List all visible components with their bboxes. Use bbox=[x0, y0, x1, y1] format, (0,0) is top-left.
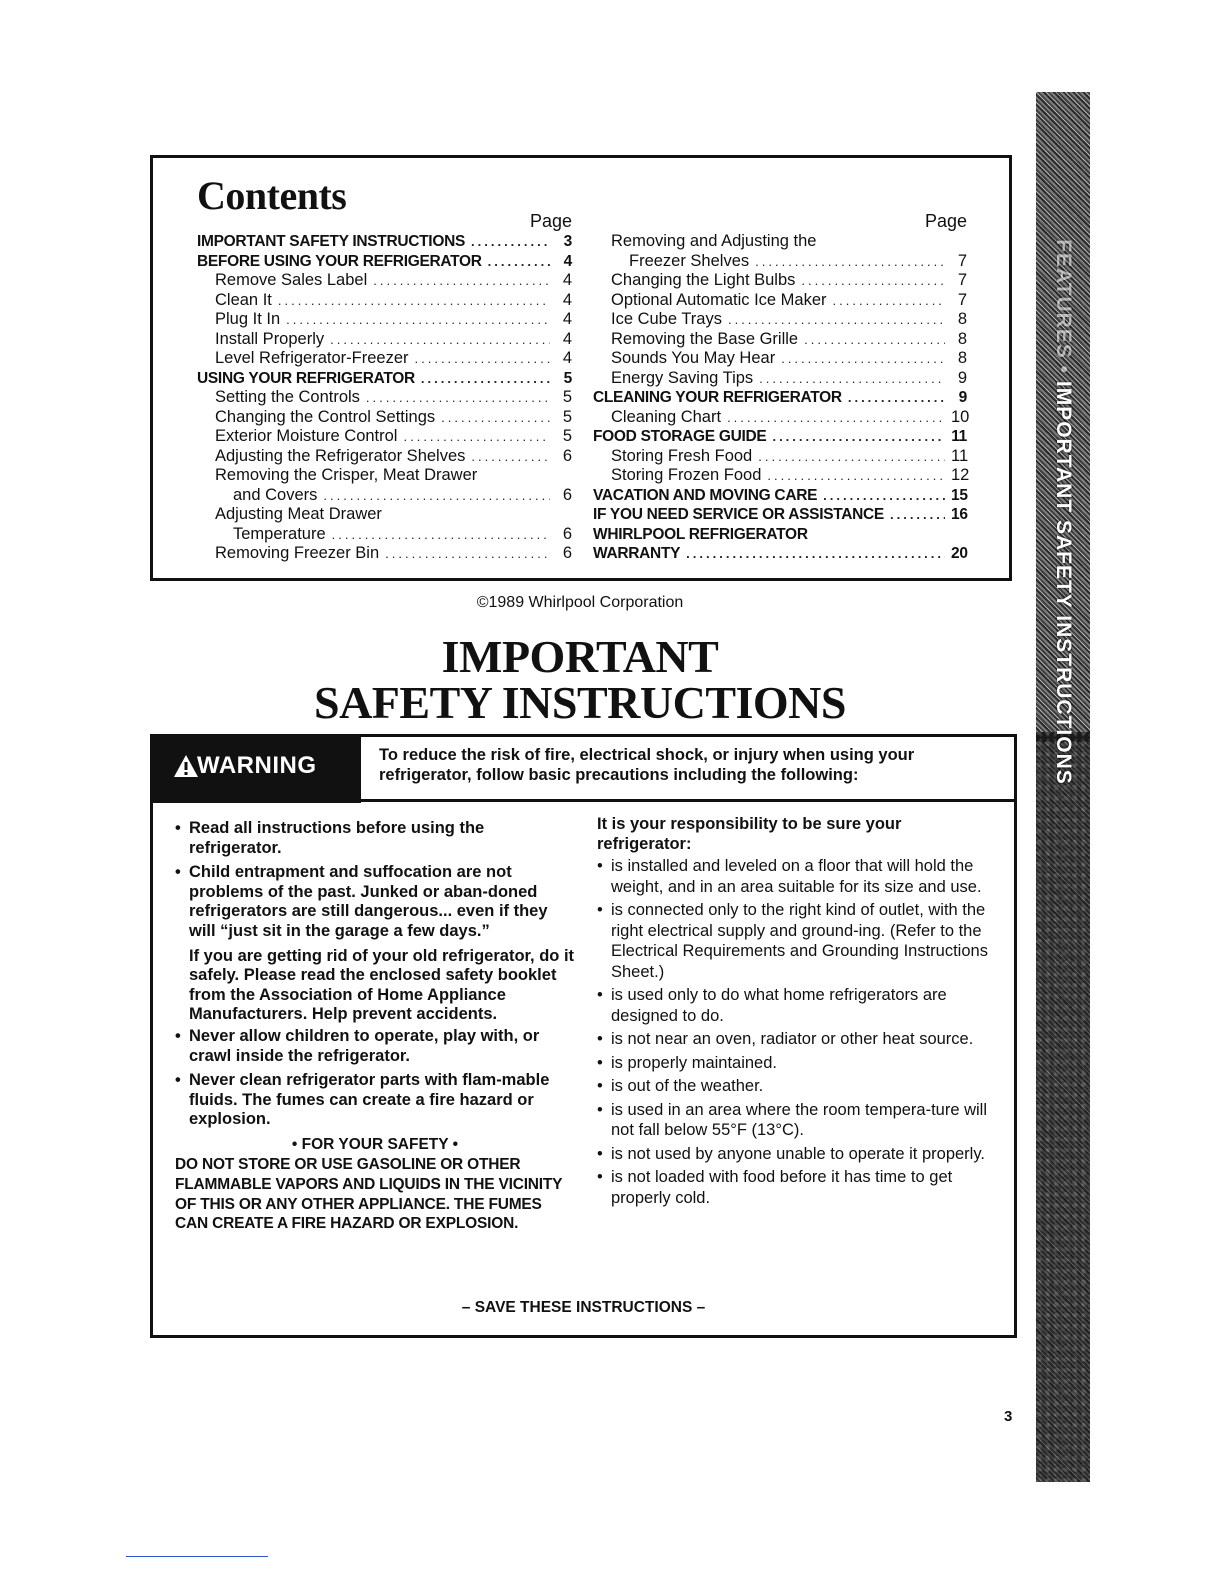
toc-entry bbox=[593, 486, 967, 506]
toc-dot-leader bbox=[727, 408, 945, 428]
toc-dot-leader bbox=[755, 252, 945, 272]
bottom-rule bbox=[126, 1556, 268, 1557]
toc-left-column bbox=[197, 210, 572, 564]
toc-entry-label: WHIRLPOOL REFRIGERATOR bbox=[593, 525, 808, 543]
toc-entry bbox=[197, 232, 572, 252]
bullet-item bbox=[597, 1167, 997, 1208]
toc-entry bbox=[197, 486, 572, 506]
toc-entry-label: Removing Freezer Bin bbox=[215, 544, 380, 562]
toc-entry-label: Changing the Control Settings bbox=[215, 407, 436, 426]
bullet-item bbox=[597, 1100, 997, 1141]
page-column-header: Page bbox=[924, 211, 967, 231]
toc-dot-leader bbox=[758, 447, 945, 467]
bullet-icon: • bbox=[597, 1030, 603, 1049]
toc-entry-page: 8 bbox=[957, 329, 967, 348]
bullet-text: is used in an area where the room tempera-ture will not fall below 55°F (13°C). bbox=[611, 1100, 988, 1140]
page-number: 3 bbox=[1004, 1408, 1013, 1425]
toc-entry-label: VACATION AND MOVING CARE bbox=[593, 486, 818, 504]
toc-entry-page: 8 bbox=[957, 349, 967, 367]
responsibility-heading: It is your responsibility to be sure your refrigerator: bbox=[597, 815, 902, 853]
bullet-item bbox=[597, 1053, 997, 1074]
toc-dot-leader bbox=[373, 271, 550, 291]
bullet-text: is used only to do what home refrigerators are designed to do. bbox=[611, 986, 947, 1025]
side-tab-label-text: IMPORTANT SAFETY INSTRUCTIONS bbox=[1052, 380, 1075, 785]
toc-entry-page: 7 bbox=[957, 251, 967, 270]
toc-dot-leader bbox=[781, 349, 945, 369]
toc-entry bbox=[197, 291, 572, 311]
toc-entry bbox=[593, 466, 970, 486]
toc-entry bbox=[593, 271, 967, 291]
toc-entry-label: Adjusting Meat Drawer bbox=[215, 505, 382, 523]
side-tab bbox=[1036, 92, 1090, 1482]
toc-entry-label: Storing Frozen Food bbox=[611, 466, 762, 484]
bullet-item bbox=[597, 856, 997, 897]
toc-entry bbox=[593, 427, 967, 447]
toc-entry-page: 4 bbox=[562, 329, 572, 348]
toc-entry-label: Sounds You May Hear bbox=[611, 349, 776, 367]
toc-entry-label: Removing and Adjusting the bbox=[611, 232, 817, 250]
bullet-text: is not loaded with food before it has time to get properly cold. bbox=[611, 1168, 953, 1207]
bullet-item bbox=[175, 1071, 575, 1130]
toc-dot-leader bbox=[833, 291, 945, 311]
bullet-text: is out of the weather. bbox=[611, 1077, 764, 1096]
toc-entry bbox=[197, 408, 572, 428]
toc-entry bbox=[197, 271, 572, 291]
warning-box bbox=[150, 734, 1017, 1338]
bullet-icon: • bbox=[597, 1077, 603, 1096]
toc-entry-label: Removing the Base Grille bbox=[611, 329, 799, 348]
toc-entry-label: Temperature bbox=[233, 524, 326, 543]
toc-entry-label: Changing the Light Bulbs bbox=[611, 271, 796, 289]
toc-entry-page: 5 bbox=[562, 407, 572, 426]
toc-entry-label: Cleaning Chart bbox=[611, 407, 722, 426]
toc-dot-leader bbox=[403, 427, 550, 447]
bullet-item bbox=[597, 1144, 997, 1165]
toc-entry bbox=[593, 349, 967, 369]
toc-entry-label: Setting the Controls bbox=[215, 388, 360, 406]
warning-triangle-icon bbox=[173, 754, 199, 778]
bullet-item bbox=[175, 863, 575, 941]
bullet-item bbox=[175, 1027, 575, 1066]
toc-entry-page: 4 bbox=[562, 349, 572, 367]
toc-dot-leader bbox=[767, 466, 945, 486]
toc-dot-leader bbox=[488, 252, 550, 272]
page-column-header: Page bbox=[529, 211, 572, 231]
toc-entry-label: BEFORE USING YOUR REFRIGERATOR bbox=[197, 252, 482, 270]
toc-dot-leader bbox=[471, 232, 550, 252]
toc-entry bbox=[197, 252, 572, 272]
toc-entry-label: USING YOUR REFRIGERATOR bbox=[197, 369, 415, 387]
bullet-icon: • bbox=[175, 863, 181, 882]
toc-dot-leader bbox=[686, 544, 945, 564]
toc-entry bbox=[593, 388, 967, 408]
toc-dot-leader bbox=[415, 349, 551, 369]
toc-entry bbox=[197, 525, 572, 545]
left-bullet-list-2 bbox=[175, 1027, 575, 1130]
toc-dot-leader bbox=[801, 271, 945, 291]
toc-entry-label: Freezer Shelves bbox=[629, 251, 750, 270]
toc-entry-page: 6 bbox=[562, 544, 572, 562]
toc-entry bbox=[593, 330, 967, 350]
right-bullet-list bbox=[597, 856, 997, 1208]
toc-entry-label: Plug It In bbox=[215, 310, 281, 328]
toc-entry bbox=[593, 505, 967, 525]
toc-entry-label: Remove Sales Label bbox=[215, 271, 368, 289]
toc-dot-leader bbox=[804, 330, 945, 350]
toc-entry-page: 11 bbox=[951, 428, 967, 445]
toc-entry bbox=[593, 232, 967, 252]
toc-entry-page: 12 bbox=[951, 466, 970, 484]
toc-entry-page: 3 bbox=[563, 233, 572, 250]
bullet-text: Child entrapment and suffocation are not problems of the past. Junked or aban-doned refrigerators are still dangerous... even if they will “just sit in the garage a few days.” bbox=[189, 863, 548, 940]
toc-entry-label: Level Refrigerator-Freezer bbox=[215, 349, 409, 367]
toc-entry-label: Exterior Moisture Control bbox=[215, 427, 398, 445]
warning-label: WARNING bbox=[197, 752, 317, 779]
toc-right-column bbox=[593, 210, 970, 564]
bullet-text: is connected only to the right kind of outlet, with the right electrical supply and ground-ing. (Refer to the Electrical Requirements and Grounding Instructions Sheet.) bbox=[611, 901, 988, 981]
toc-entry bbox=[197, 505, 572, 525]
toc-entry bbox=[593, 252, 967, 272]
bullet-text: is not used by anyone unable to operate it properly. bbox=[611, 1144, 985, 1163]
toc-entry bbox=[593, 525, 967, 545]
toc-entry bbox=[197, 427, 572, 447]
toc-entry-page: 4 bbox=[562, 271, 572, 289]
toc-entry-page: 4 bbox=[562, 290, 572, 309]
contents-box bbox=[150, 155, 1012, 581]
toc-entry bbox=[593, 310, 967, 330]
toc-entry-label: Clean It bbox=[215, 290, 272, 309]
toc-entry bbox=[593, 291, 967, 311]
bullet-icon: • bbox=[175, 1026, 181, 1045]
bullet-icon: • bbox=[597, 1100, 603, 1119]
toc-entry-label: IF YOU NEED SERVICE OR ASSISTANCE bbox=[593, 506, 884, 523]
toc-dot-leader bbox=[286, 310, 550, 330]
bullet-icon: • bbox=[597, 857, 603, 876]
toc-entry-label: and Covers bbox=[233, 485, 318, 504]
bullet-item bbox=[175, 819, 575, 858]
toc-entry-page: 16 bbox=[951, 506, 968, 523]
toc-entry-page: 11 bbox=[951, 446, 969, 465]
toc-right-list bbox=[593, 232, 970, 564]
bullet-icon: • bbox=[597, 901, 603, 920]
title-line-1: IMPORTANT bbox=[441, 631, 719, 682]
side-tab-texture-bottom bbox=[1036, 742, 1090, 1482]
bullet-icon: • bbox=[175, 819, 181, 837]
toc-entry-page: 5 bbox=[562, 427, 572, 445]
toc-entry bbox=[197, 369, 572, 389]
toc-dot-leader bbox=[330, 330, 550, 350]
bullet-icon: • bbox=[597, 986, 603, 1005]
toc-entry-label: Adjusting the Refrigerator Shelves bbox=[215, 446, 466, 465]
bullet-text: is not near an oven, radiator or other heat source. bbox=[611, 1030, 974, 1049]
toc-entry-label: Energy Saving Tips bbox=[611, 368, 754, 387]
toc-entry-page: 10 bbox=[951, 407, 970, 426]
toc-entry-page: 8 bbox=[957, 310, 967, 328]
toc-entry bbox=[593, 407, 970, 428]
toc-entry-label: WARRANTY bbox=[593, 545, 681, 562]
bullet-icon: • bbox=[175, 1071, 181, 1090]
warning-intro: To reduce the risk of fire, electrical shock, or injury when using your refrigerator, follow basic precautions including the following: bbox=[379, 746, 915, 784]
toc-entry-label: IMPORTANT SAFETY INSTRUCTIONS bbox=[197, 233, 466, 250]
toc-entry-page: 6 bbox=[562, 485, 572, 504]
warning-right-column bbox=[597, 815, 997, 1211]
toc-dot-leader bbox=[848, 388, 945, 408]
warning-header bbox=[153, 737, 361, 803]
bullet-item bbox=[597, 1076, 997, 1097]
toc-entry bbox=[593, 544, 967, 564]
toc-dot-leader bbox=[471, 447, 550, 467]
disposal-paragraph: If you are getting rid of your old refrigerator, do it safely. Please read the enclosed safety booklet from the Association of Home Appliance Manufacturers. Help prevent accidents. bbox=[189, 946, 575, 1024]
toc-entry bbox=[197, 388, 572, 408]
bullet-text: is installed and leveled on a floor that will hold the weight, and in an area suitable for its size and use. bbox=[611, 857, 982, 896]
side-tab-ghost-label: FEATURES • bbox=[1052, 239, 1075, 381]
bullet-icon: • bbox=[597, 1144, 603, 1163]
toc-entry bbox=[197, 544, 572, 564]
toc-dot-leader bbox=[772, 427, 945, 447]
bullet-icon: • bbox=[597, 1168, 603, 1187]
toc-dot-leader bbox=[441, 408, 550, 428]
title-line-2: SAFETY INSTRUCTIONS bbox=[314, 677, 846, 728]
toc-entry bbox=[593, 447, 967, 467]
toc-dot-leader bbox=[728, 310, 945, 330]
toc-dot-leader bbox=[890, 505, 945, 525]
for-your-safety-label: • FOR YOUR SAFETY • bbox=[291, 1135, 459, 1153]
toc-entry-page: 6 bbox=[562, 446, 572, 465]
toc-dot-leader bbox=[421, 369, 550, 389]
toc-entry-page: 5 bbox=[563, 369, 572, 387]
toc-dot-leader bbox=[759, 369, 945, 389]
copyright: ©1989 Whirlpool Corporation bbox=[476, 594, 684, 611]
toc-entry-page: 4 bbox=[562, 310, 572, 328]
toc-dot-leader bbox=[385, 544, 550, 564]
toc-entry-label: Ice Cube Trays bbox=[611, 310, 722, 328]
bullet-text: is properly maintained. bbox=[611, 1053, 777, 1072]
toc-entry-page: 7 bbox=[957, 271, 967, 289]
save-instructions-line: – SAVE THESE INSTRUCTIONS – bbox=[461, 1299, 706, 1316]
bullet-icon: • bbox=[597, 1053, 603, 1072]
toc-entry bbox=[197, 330, 572, 350]
toc-dot-leader bbox=[823, 486, 945, 506]
toc-entry bbox=[593, 369, 967, 389]
toc-entry-page: 6 bbox=[562, 524, 572, 543]
toc-entry-page: 9 bbox=[958, 389, 967, 406]
toc-entry-label: CLEANING YOUR REFRIGERATOR bbox=[593, 389, 842, 406]
bullet-text: Never allow children to operate, play with, or crawl inside the refrigerator. bbox=[189, 1026, 540, 1065]
toc-dot-leader bbox=[332, 525, 550, 545]
left-bullet-list bbox=[175, 819, 575, 942]
toc-entry-label: Storing Fresh Food bbox=[611, 446, 753, 465]
toc-entry bbox=[197, 310, 572, 330]
bullet-text: Read all instructions before using the refrigerator. bbox=[189, 819, 485, 857]
toc-entry bbox=[197, 447, 572, 467]
toc-entry-page: 7 bbox=[957, 290, 967, 309]
toc-entry-label: Optional Automatic Ice Maker bbox=[611, 290, 827, 309]
toc-dot-leader bbox=[278, 291, 550, 311]
toc-entry-page: 9 bbox=[957, 368, 967, 387]
bullet-item bbox=[597, 1029, 997, 1050]
toc-entry-page: 5 bbox=[562, 388, 572, 406]
toc-left-list bbox=[197, 232, 572, 564]
bullet-item bbox=[597, 985, 997, 1026]
toc-entry bbox=[197, 466, 572, 486]
contents-title: Contents bbox=[197, 173, 347, 218]
toc-dot-leader bbox=[323, 486, 550, 506]
toc-entry-label: Removing the Crisper, Meat Drawer bbox=[215, 466, 478, 484]
toc-entry-label: Install Properly bbox=[215, 329, 325, 348]
bullet-text: Never clean refrigerator parts with flam-mable fluids. The fumes can create a fire hazard or explosion. bbox=[189, 1071, 550, 1129]
bullet-item bbox=[597, 900, 997, 982]
toc-entry-page: 15 bbox=[951, 486, 968, 504]
toc-entry-page: 20 bbox=[951, 545, 968, 562]
toc-entry-page: 4 bbox=[563, 252, 572, 270]
page-title bbox=[0, 631, 1160, 728]
warning-left-column bbox=[175, 819, 575, 1234]
toc-dot-leader bbox=[366, 388, 550, 408]
gasoline-notice: DO NOT STORE OR USE GASOLINE OR OTHER FLAMMABLE VAPORS AND LIQUIDS IN THE VICINITY OF THIS OR ANY OTHER APPLIANCE. THE FUMES CAN CREATE A FIRE HAZARD OR EXPLOSION. bbox=[175, 1155, 563, 1233]
toc-entry bbox=[197, 349, 572, 369]
toc-entry-label: FOOD STORAGE GUIDE bbox=[593, 428, 767, 445]
